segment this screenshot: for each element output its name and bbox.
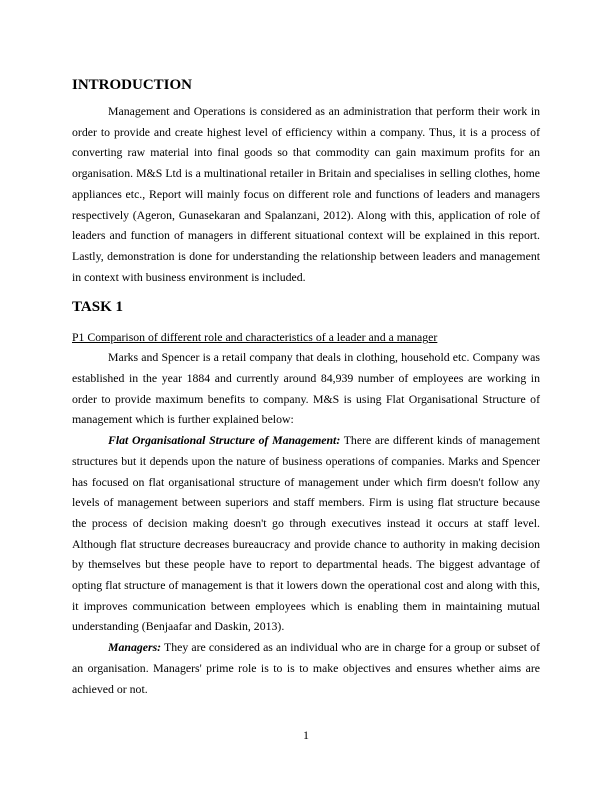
flat-structure-text: There are different kinds of management structures but it depends upon the nature of business operations of companies. Marks and Spencer has focused on flat organisational structure of management under which firm doesn't follow any levels of management between superiors and staff members. Firm is using flat structure because the process of decision making doesn't go through executives instead it occurs at staff level. Although flat structure decreases bureaucracy and provide chance to authority in making decision by themselves but these people have to report to departmental heads. The biggest advantage of opting flat structure of management is that it lowers down the operational cost and along with this, it improves communication between employees which is enabling them in maintaining mutual understanding (Benjaafar and Daskin, 2013). [72, 433, 540, 634]
managers-text: They are considered as an individual who are in charge for a group or subset of an organisation. Managers' prime role is to is to make objectives and ensures whether aims are achieved or not. [72, 640, 540, 696]
flat-structure-paragraph [72, 430, 540, 637]
ms-company-paragraph: Marks and Spencer is a retail company that deals in clothing, household etc. Company was established in the year 1884 and currently around 84,939 number of employees are working in order to provide maximum benefits to company. M&S is using Flat Organisational Structure of management which is further explained below: [72, 350, 540, 427]
p1-subheading: P1 Comparison of different role and characteristics of a leader and a manager [72, 330, 438, 345]
managers-label: Managers: [108, 640, 162, 655]
task-1-heading: TASK 1 [72, 299, 123, 316]
introduction-heading: INTRODUCTION [72, 77, 193, 93]
document-page [72, 74, 540, 699]
page-number: 1 [303, 728, 309, 742]
introduction-paragraph: Management and Operations is considered as an administration that perform their work in order to provide and create highest level of efficiency within a company. Thus, it is a process of converting raw material into final goods so that commodity can gain maximum profits for an organisation. M&S Ltd is a multinational retailer in Britain and specialises in selling clothes, home appliances etc., Report will mainly focus on different role and functions of leaders and managers respectively (Ageron, Gunasekaran and Spalanzani, 2012). Along with this, application of role of leaders and function of managers in different situational context will be explained in this report. Lastly, demonstration is done for understanding the relationship between leaders and management in context with business environment is included. [72, 104, 540, 284]
flat-structure-label: Flat Organisational Structure of Management: [108, 433, 341, 448]
managers-paragraph [72, 637, 540, 699]
